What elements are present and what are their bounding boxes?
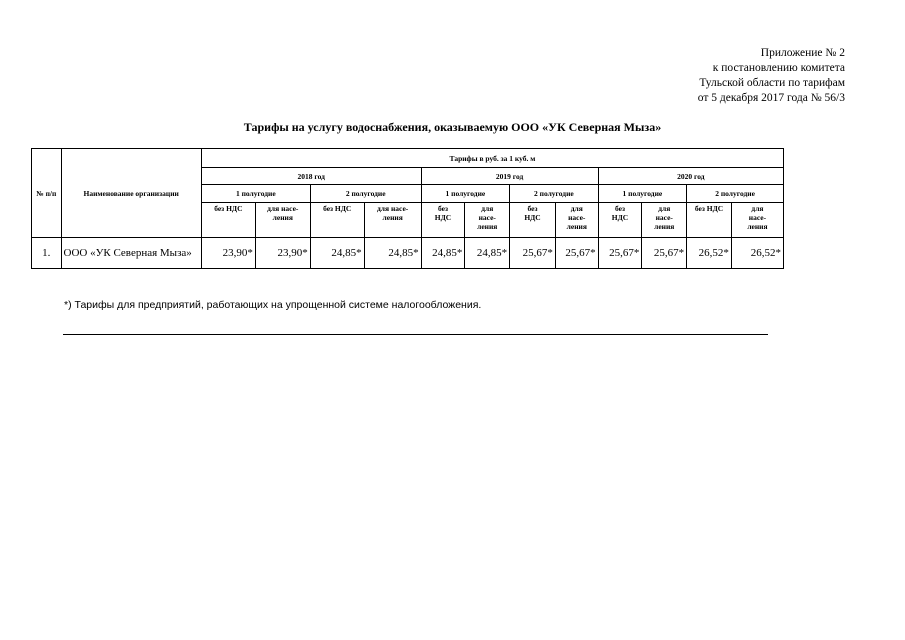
header-year: 2020 год	[598, 168, 783, 185]
header-sub: без НДС	[310, 203, 364, 238]
header-half: 1 полугодие	[598, 185, 687, 203]
tariff-value: 23,90*	[255, 238, 310, 269]
header-half: 2 полугодие	[310, 185, 421, 203]
tariff-value: 24,85*	[310, 238, 364, 269]
header-sub: без НДС	[201, 203, 255, 238]
appendix-line: Тульской области по тарифам	[699, 77, 845, 89]
tariff-value: 23,90*	[201, 238, 255, 269]
header-year: 2018 год	[201, 168, 421, 185]
header-sub: для насе- ления	[555, 203, 598, 238]
document-title: Тарифы на услугу водоснабжения, оказываемую ООО «УК Северная Мыза»	[243, 120, 662, 134]
header-sub: без НДС	[421, 203, 465, 238]
header-tariffs: Тарифы в руб. за 1 куб. м	[201, 149, 783, 168]
tariff-value: 26,52*	[731, 238, 783, 269]
header-year: 2019 год	[421, 168, 598, 185]
header-sub: для насе- ления	[731, 203, 783, 238]
header-half: 1 полугодие	[421, 185, 510, 203]
header-sub: без НДС	[510, 203, 556, 238]
tariff-value: 24,85*	[421, 238, 465, 269]
tariff-value: 25,67*	[555, 238, 598, 269]
header-sub: без НДС	[687, 203, 732, 238]
header-sub: для насе- ления	[364, 203, 421, 238]
header-half: 2 полугодие	[510, 185, 599, 203]
tariff-value: 24,85*	[364, 238, 421, 269]
tariff-value: 25,67*	[510, 238, 556, 269]
appendix-block	[698, 46, 845, 106]
header-sub: для насе- ления	[642, 203, 687, 238]
appendix-line: к постановлению комитета	[712, 62, 845, 74]
divider	[63, 334, 768, 335]
row-index: 1.	[32, 238, 62, 269]
header-number: № п/п	[32, 149, 62, 238]
header-sub: без НДС	[598, 203, 642, 238]
tariff-value: 25,67*	[642, 238, 687, 269]
tariff-value: 25,67*	[598, 238, 642, 269]
appendix-line: Приложение № 2	[760, 47, 845, 59]
table-row	[32, 238, 784, 269]
header-sub: для насе- ления	[255, 203, 310, 238]
tariff-value: 24,85*	[465, 238, 510, 269]
row-organization: ООО «УК Северная Мыза»	[61, 238, 201, 269]
appendix-line: от 5 декабря 2017 года № 56/3	[697, 92, 845, 104]
tariff-value: 26,52*	[687, 238, 732, 269]
header-half: 1 полугодие	[201, 185, 310, 203]
header-sub: для насе- ления	[465, 203, 510, 238]
header-organization: Наименование организации	[61, 149, 201, 238]
footnote: *) Тарифы для предприятий, работающих на упрощенной системе налогообложения.	[64, 299, 482, 311]
tariff-table	[31, 148, 784, 269]
header-half: 2 полугодие	[687, 185, 784, 203]
